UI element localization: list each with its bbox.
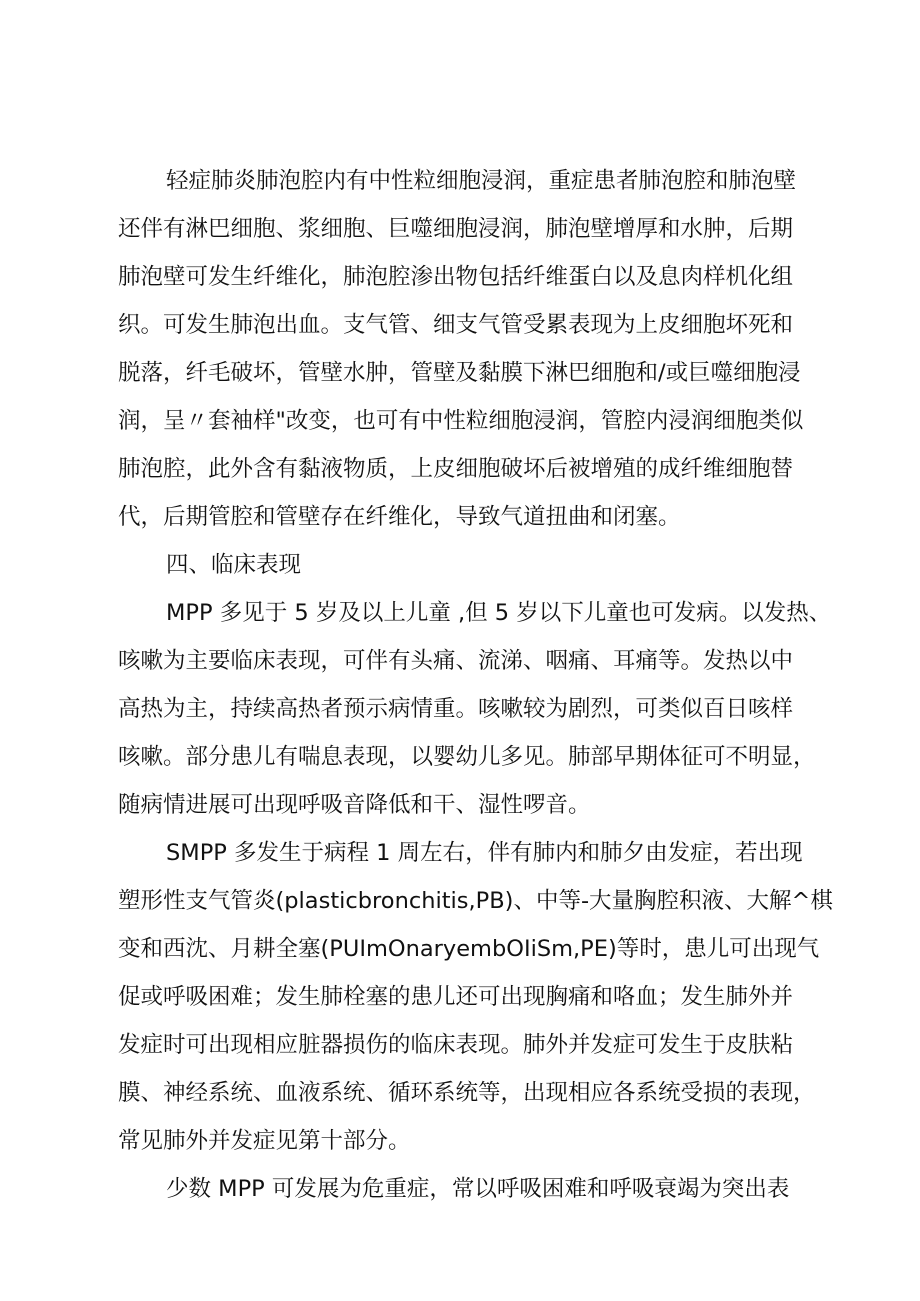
paragraph-pathology-line-6: 润，呈〃套袖样"改变，也可有中性粒细胞浸润，管腔内浸润细胞类似 <box>118 408 804 434</box>
paragraph-pathology-line-3: 肺泡壁可发生纤维化，肺泡腔渗出物包括纤维蛋白以及息肉样机化组 <box>118 264 794 290</box>
paragraph-pathology-line-7: 肺泡腔，此外含有黏液物质，上皮细胞破坏后被增殖的成纤维细胞替 <box>118 456 794 482</box>
paragraph-smpp-line-3: 变和西沈、月耕全塞(PUImOnaryembOIiSm,PE)等时，患儿可出现气 <box>118 936 820 962</box>
paragraph-smpp-line-5: 发症时可出现相应脏器损伤的临床表现。肺外并发症可发生于皮肤粘 <box>118 1032 794 1058</box>
paragraph-smpp-line-2: 塑形性支气管炎(plasticbronchitis,PB)、中等-大量胸腔积液、大解^棋 <box>118 888 833 914</box>
paragraph-pathology-line-5: 脱落，纤毛破坏，管壁水肿，管壁及黏膜下淋巴细胞和/或巨噬细胞浸 <box>118 360 801 386</box>
paragraph-smpp-line-6: 膜、神经系统、血液系统、循环系统等，出现相应各系统受损的表现， <box>118 1080 816 1106</box>
paragraph-smpp-line-4: 促或呼吸困难；发生肺栓塞的患儿还可出现胸痛和咯血；发生肺外并 <box>118 984 794 1010</box>
paragraph-pathology-line-1: 轻症肺炎肺泡腔内有中性粒细胞浸润，重症患者肺泡腔和肺泡壁 <box>166 168 797 194</box>
paragraph-pathology-line-2: 还伴有淋巴细胞、浆细胞、巨噬细胞浸润，肺泡壁增厚和水肿，后期 <box>118 216 794 242</box>
paragraph-mpp-line-2: 咳嗽为主要临床表现，可伴有头痛、流涕、咽痛、耳痛等。发热以中 <box>118 648 794 674</box>
paragraph-mpp-line-1: MPP 多见于 5 岁及以上儿童 ,但 5 岁以下儿童也可发病。以发热、 <box>166 600 832 626</box>
paragraph-smpp-line-1: SMPP 多发生于病程 1 周左右，伴有肺内和肺夕由发症，若出现 <box>166 840 803 866</box>
paragraph-mpp-line-4: 咳嗽。部分患儿有喘息表现，以婴幼儿多见。肺部早期体征可不明显， <box>118 744 816 770</box>
paragraph-critical-line-1: 少数 MPP 可发展为危重症，常以呼吸困难和呼吸衰竭为突出表 <box>166 1176 790 1202</box>
paragraph-pathology-line-4: 织。可发生肺泡出血。支气管、细支气管受累表现为上皮细胞坏死和 <box>118 312 794 338</box>
paragraph-smpp-line-7: 常见肺外并发症见第十部分。 <box>118 1128 411 1154</box>
paragraph-mpp-line-3: 高热为主，持续高热者预示病情重。咳嗽较为剧烈，可类似百日咳样 <box>118 696 794 722</box>
paragraph-mpp-line-5: 随病情进展可出现呼吸音降低和干、湿性啰音。 <box>118 792 591 818</box>
section-heading: 四、临床表现 <box>166 552 302 578</box>
paragraph-pathology-line-8: 代，后期管腔和管壁存在纤维化，导致气道扭曲和闭塞。 <box>118 504 681 530</box>
